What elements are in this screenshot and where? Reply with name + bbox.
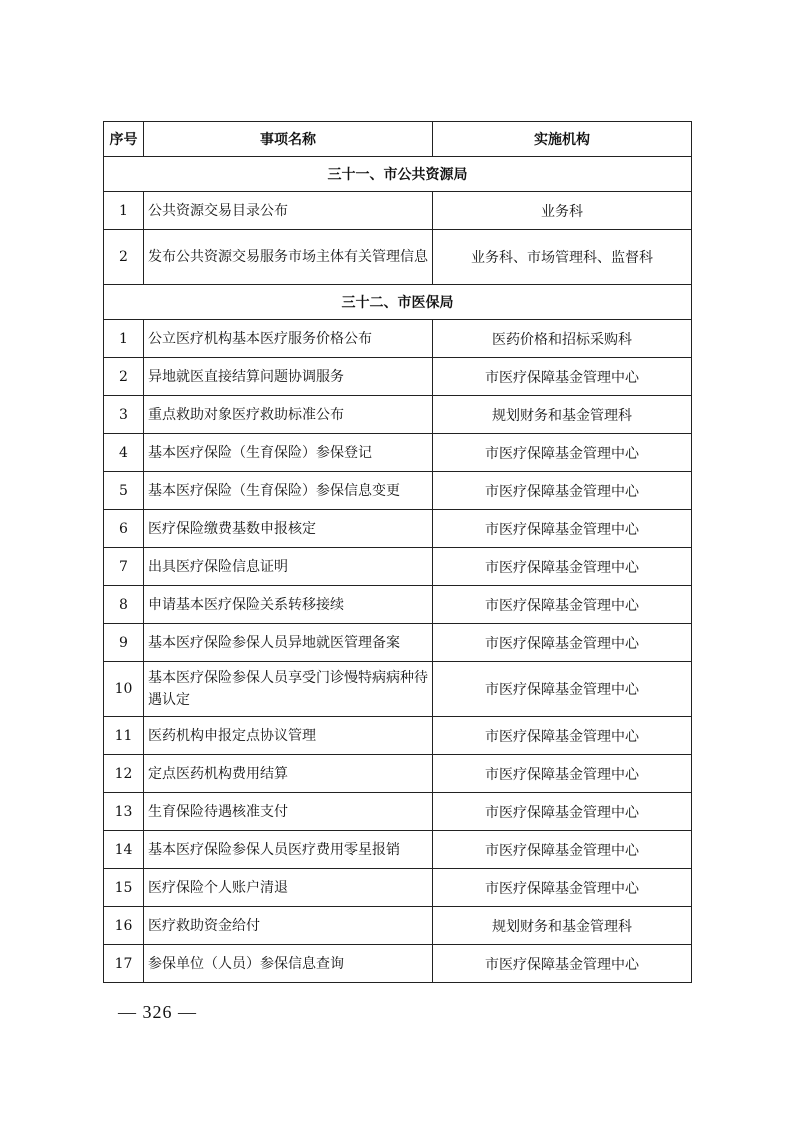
row-name: 重点救助对象医疗救助标准公布 — [144, 396, 433, 434]
row-num: 9 — [104, 624, 144, 662]
table-row — [104, 793, 692, 831]
row-org: 市医疗保障基金管理中心 — [433, 755, 692, 793]
table-row — [104, 624, 692, 662]
row-name: 医疗保险缴费基数申报核定 — [144, 510, 433, 548]
table-row — [104, 320, 692, 358]
row-num: 8 — [104, 586, 144, 624]
service-items-table — [103, 121, 692, 983]
section-row — [104, 157, 692, 192]
row-name: 参保单位（人员）参保信息查询 — [144, 945, 433, 983]
row-org: 医药价格和招标采购科 — [433, 320, 692, 358]
table-row — [104, 510, 692, 548]
table-row — [104, 755, 692, 793]
row-num: 3 — [104, 396, 144, 434]
row-org: 规划财务和基金管理科 — [433, 907, 692, 945]
table-row — [104, 192, 692, 230]
row-num: 17 — [104, 945, 144, 983]
row-org: 市医疗保障基金管理中心 — [433, 624, 692, 662]
row-num: 2 — [104, 358, 144, 396]
row-num: 14 — [104, 831, 144, 869]
row-name: 异地就医直接结算问题协调服务 — [144, 358, 433, 396]
table-row — [104, 358, 692, 396]
row-org: 市医疗保障基金管理中心 — [433, 548, 692, 586]
row-name: 发布公共资源交易服务市场主体有关管理信息 — [144, 230, 433, 285]
row-name: 基本医疗保险（生育保险）参保登记 — [144, 434, 433, 472]
table-row — [104, 548, 692, 586]
row-org: 市医疗保障基金管理中心 — [433, 358, 692, 396]
row-name: 医药机构申报定点协议管理 — [144, 717, 433, 755]
row-name: 公立医疗机构基本医疗服务价格公布 — [144, 320, 433, 358]
table-row — [104, 869, 692, 907]
row-name: 定点医药机构费用结算 — [144, 755, 433, 793]
row-name: 生育保险待遇核准支付 — [144, 793, 433, 831]
row-org: 市医疗保障基金管理中心 — [433, 510, 692, 548]
row-name: 公共资源交易目录公布 — [144, 192, 433, 230]
row-org: 市医疗保障基金管理中心 — [433, 472, 692, 510]
row-num: 2 — [104, 230, 144, 285]
row-num: 7 — [104, 548, 144, 586]
section-row — [104, 285, 692, 320]
row-num: 12 — [104, 755, 144, 793]
row-num: 15 — [104, 869, 144, 907]
row-org: 市医疗保障基金管理中心 — [433, 717, 692, 755]
row-org: 市医疗保障基金管理中心 — [433, 662, 692, 717]
header-org: 实施机构 — [433, 122, 692, 157]
row-name: 申请基本医疗保险关系转移接续 — [144, 586, 433, 624]
row-num: 5 — [104, 472, 144, 510]
row-num: 1 — [104, 192, 144, 230]
row-org: 市医疗保障基金管理中心 — [433, 793, 692, 831]
row-num: 4 — [104, 434, 144, 472]
row-org: 市医疗保障基金管理中心 — [433, 434, 692, 472]
row-name: 医疗保险个人账户清退 — [144, 869, 433, 907]
row-name: 医疗救助资金给付 — [144, 907, 433, 945]
row-name: 基本医疗保险参保人员享受门诊慢特病病种待遇认定 — [144, 662, 433, 717]
header-name: 事项名称 — [144, 122, 433, 157]
table-row — [104, 662, 692, 717]
row-num: 13 — [104, 793, 144, 831]
row-org: 市医疗保障基金管理中心 — [433, 831, 692, 869]
table-row — [104, 434, 692, 472]
table-row — [104, 945, 692, 983]
row-org: 市医疗保障基金管理中心 — [433, 586, 692, 624]
page-number: — 326 — — [118, 1002, 197, 1022]
table-header-row — [104, 122, 692, 157]
row-num: 11 — [104, 717, 144, 755]
table-row — [104, 396, 692, 434]
header-num: 序号 — [104, 122, 144, 157]
row-num: 16 — [104, 907, 144, 945]
row-name: 基本医疗保险参保人员异地就医管理备案 — [144, 624, 433, 662]
row-org: 规划财务和基金管理科 — [433, 396, 692, 434]
table-row — [104, 717, 692, 755]
table-row — [104, 472, 692, 510]
row-name: 出具医疗保险信息证明 — [144, 548, 433, 586]
table-row — [104, 230, 692, 285]
table-row — [104, 831, 692, 869]
row-org: 业务科、市场管理科、监督科 — [433, 230, 692, 285]
row-num: 6 — [104, 510, 144, 548]
row-name: 基本医疗保险（生育保险）参保信息变更 — [144, 472, 433, 510]
section-title: 三十二、市医保局 — [104, 285, 692, 320]
table-row — [104, 586, 692, 624]
row-num: 10 — [104, 662, 144, 717]
section-title: 三十一、市公共资源局 — [104, 157, 692, 192]
row-name: 基本医疗保险参保人员医疗费用零星报销 — [144, 831, 433, 869]
row-org: 市医疗保障基金管理中心 — [433, 945, 692, 983]
row-org: 业务科 — [433, 192, 692, 230]
row-org: 市医疗保障基金管理中心 — [433, 869, 692, 907]
row-num: 1 — [104, 320, 144, 358]
table-row — [104, 907, 692, 945]
